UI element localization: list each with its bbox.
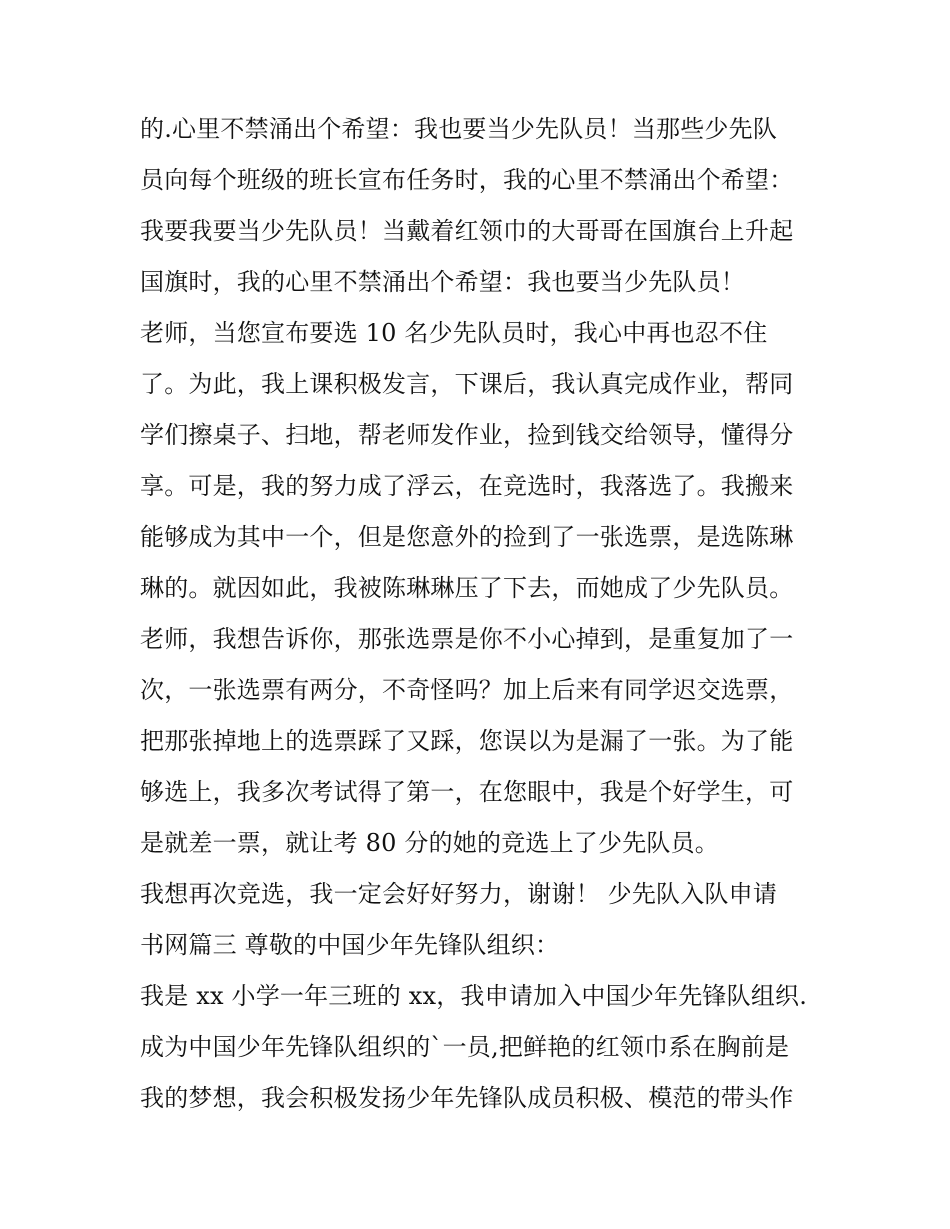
- text-line: 次，一张选票有两分，不奇怪吗？加上后来有同学迟交选票，: [140, 676, 794, 704]
- text-line: 够选上，我多次考试得了第一，在您眼中，我是个好学生，可: [140, 778, 794, 806]
- text-line: 琳的。就因如此，我被陈琳琳压了下去，而她成了少先队员。: [140, 574, 794, 602]
- text-line: 老师，当您宣布要选 10 名少先队员时，我心中再也忍不住: [140, 319, 768, 347]
- body-text: [140, 104, 820, 1124]
- text-line: 学们擦桌子、扫地，帮老师发作业，捡到钱交给领导，懂得分: [140, 421, 794, 449]
- text-line: 把那张掉地上的选票踩了又踩，您误以为是漏了一张。为了能: [140, 727, 794, 755]
- text-line: 老师，我想告诉你，那张选票是你不小心掉到，是重复加了一: [140, 625, 794, 653]
- text-line: 我想再次竞选，我一定会好好努力，谢谢！ 少先队入队申请: [140, 880, 778, 908]
- text-line: 书网篇三 尊敬的中国少年先锋队组织：: [140, 931, 560, 959]
- text-line: 能够成为其中一个，但是您意外的捡到了一张选票，是选陈琳: [140, 523, 794, 551]
- text-line: 成为中国少年先锋队组织的`一员,把鲜艳的红领巾系在胸前是: [140, 1033, 790, 1061]
- text-line: 员向每个班级的班长宣布任务时，我的心里不禁涌出个希望：: [140, 166, 794, 194]
- text-line: 享。可是，我的努力成了浮云，在竞选时，我落选了。我搬来: [140, 472, 794, 500]
- text-line: 是就差一票，就让考 80 分的她的竞选上了少先队员。: [140, 829, 719, 857]
- text-line: 我要我要当少先队员！当戴着红领巾的大哥哥在国旗台上升起: [140, 217, 794, 245]
- text-line: 的.心里不禁涌出个希望：我也要当少先队员！当那些少先队: [140, 115, 778, 143]
- text-line: 我的梦想，我会积极发扬少年先锋队成员积极、模范的带头作: [140, 1084, 794, 1112]
- text-line: 了。为此，我上课积极发言，下课后，我认真完成作业，帮同: [140, 370, 794, 398]
- text-line: 国旗时，我的心里不禁涌出个希望：我也要当少先队员！: [140, 268, 745, 296]
- text-line: 我是 xx 小学一年三班的 xx，我申请加入中国少年先锋队组织.: [140, 982, 808, 1010]
